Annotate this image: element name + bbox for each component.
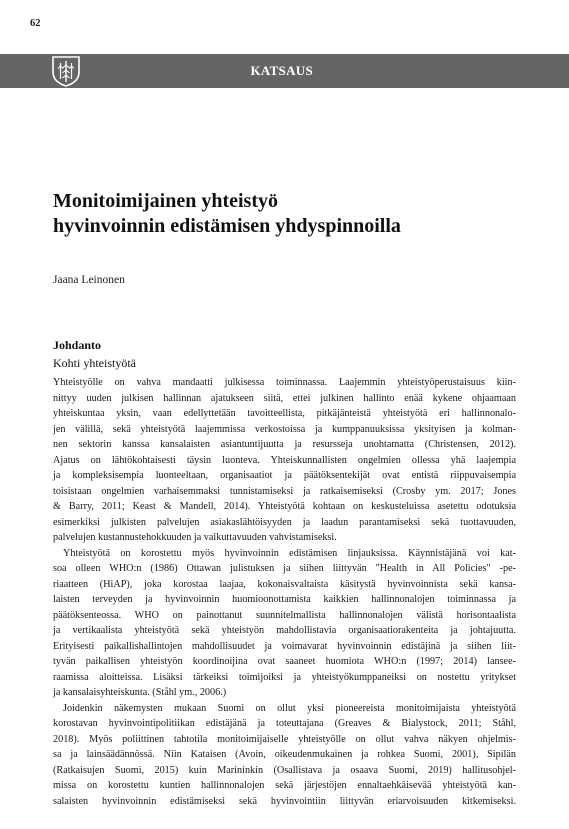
body-line: palvelujen kustannustehokkuuden ja vaikuttavuuden vahvistamiseksi. — [53, 532, 337, 543]
body-line: raamissa aloitteissa. Lisäksi tärkeiksi toimijoiksi ja yhteistyökumppaneiksi on nostettu yritykset — [53, 671, 516, 683]
body-line: tyvän paikallisen yhteistyön koordinoijina ovat saaneet huomiota WHO:n (1997; 2014) lansee- — [53, 656, 516, 667]
body-line: nen sektorin kanssa kansalaisten asiantuntijuutta ja resursseja unohtamatta (Christensen, 2012). — [53, 439, 516, 450]
author-name: Jaana Leinonen — [53, 274, 125, 286]
body-line: laisten terveyden ja hyvinvoinnin huomioonottamista kaikkien hallinnonalojen toiminnassa ja — [53, 594, 516, 605]
body-line: yhteiskuntaa yksin, vaan edellyttetään tavoitteellista, pitkäjänteistä yhteistyötä eri hallinnonalo- — [53, 408, 516, 419]
body-line: (Ratkaisujen Suomi, 2015) kuin Marininkin (Osallistava ja osaava Suomi, 2019) hallitusohjel- — [53, 764, 516, 776]
wheat-shield-logo-icon — [47, 55, 85, 87]
body-line: ja kansalaisyhteiskunta. (Ståhl ym., 2006.) — [53, 687, 227, 698]
section-label: KATSAUS — [250, 63, 313, 78]
body-line: esimerkiksi julkisten palvelujen asiakaslähtöisyyden ja laadun parantamiseksi sekä tuottavuuden, — [53, 516, 516, 528]
body-line: korostavan hyvinvointipolitiikan edistäjänä ja toteuttajana (Greaves & Bialystock, 2011; Ståhl, — [53, 718, 516, 729]
section-heading: Johdanto — [53, 338, 102, 352]
body-line: toisistaan ongelmien varhaisemmaksi tunnistamiseksi ja ratkaisemiseksi (Crosby ym. 2017; Jones — [53, 485, 516, 497]
body-line: jen välillä, sekä yhteistyötä laajemmissa verkostoissa ja kumppanuuksissa yksityisen ja kolman- — [53, 423, 516, 435]
body-line: päätöksenteossa. WHO on painottanut suunnitelmallista hallinnonalojen välistä horisontaalista — [53, 609, 516, 621]
subheading: Kohti yhteistyötä — [53, 356, 136, 370]
article-title — [53, 189, 523, 239]
body-line: Joidenkin näkemysten mukaan Suomi on ollut yksi pioneereista monitoimijaista yhteistyötä — [63, 702, 516, 714]
title-line: hyvinvoinnin edistämisen yhdyspinnoilla — [53, 215, 401, 237]
body-line: Yhteistyötä on korostettu myös hyvinvoinnin edistämisen linjauksissa. Käynnistäjänä voi kat- — [63, 547, 516, 559]
section-header-band — [0, 54, 569, 88]
body-line: nittyy uuden julkisen hallinnan ajatukseen siitä, ettei julkinen hallinto enää kykene ohjaamaan — [53, 392, 516, 404]
body-line: 2018). Myös poliittinen tahtotila monitoimijaiselle yhteistyölle on ollut vahva näkyen ohjelmis- — [53, 733, 516, 745]
body-line: soa olleen WHO:n (1986) Ottawan julistuksen ja siihen liittyvän "Health in All Policies" -pe- — [53, 563, 516, 574]
body-text — [53, 375, 516, 809]
body-line: Ajatus on lähtökohtaisesti täysin luonteva. Yhteiskunnallisten ongelmien ollessa yhä laajempia — [53, 454, 516, 466]
body-line: & Barry, 2011; Keast & Mandell, 2014). Yhteistyötä kohtaan on keskusteluissa asetettu odotuksia — [53, 501, 516, 512]
body-line: sa ja lainsäädännössä. Niin Kataisen (Avoin, oikeudenmukainen ja rohkea Suomi, 2001), Sipilän — [53, 749, 516, 760]
body-line: Yhteistyölle on vahva mandaatti julkisessa toiminnassa. Laajemmin yhteistyöperustaisuus kiin- — [53, 377, 516, 388]
body-line: missa on korostettu kuntien hallinnonalojen sekä järjestöjen ennaltaehkäisevää yhteistyötä kan- — [53, 780, 516, 791]
page-number: 62 — [30, 18, 41, 29]
body-line: ja vertikaalista yhteistyötä sekä yhteistyön mahdollistavia organisaatiorakenteita ja johtajuutta. — [53, 625, 516, 636]
body-line: riaatteen (HiAP), joka korostaa laajaa, kokonaisvaltaista käsitystä hyvinvoinnista sekä kansa- — [53, 578, 516, 590]
title-line: Monitoimijainen yhteistyö — [53, 190, 278, 212]
body-line: Erityisesti paikallishallintojen mahdollisuudet ja voimavarat hyvinvoinnin edistäjinä ja siihen liit- — [53, 640, 516, 652]
body-line: salaisten hyvinvoinnin edistämiseksi sekä hyvinvointiin liittyvän eriarvoisuuden kitkemiseksi. — [53, 795, 516, 807]
body-line: ja kompleksisempia luonteeltaan, organisaatiot ja päätöksentekijät ovat entistä riippuvaisempia — [53, 470, 516, 481]
